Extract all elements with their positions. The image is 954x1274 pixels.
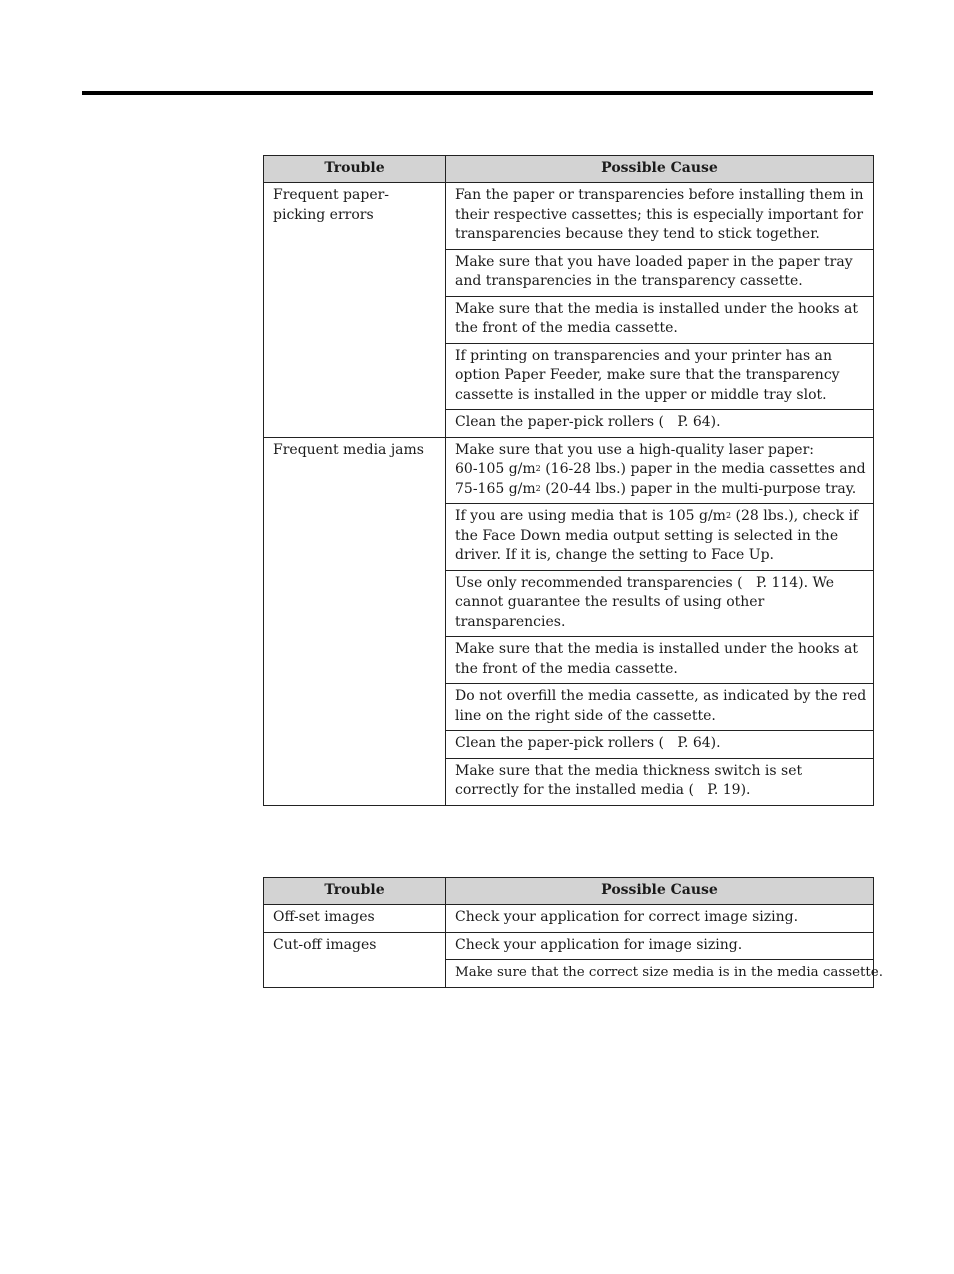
cause-cell: Make sure that the media thickness switch is set correctly for the installed media ( P. 19). bbox=[446, 758, 874, 805]
cause-cell: Make sure that the media is installed under the hooks at the front of the media cassette. bbox=[446, 296, 874, 343]
cause-cell: Clean the paper-pick rollers ( P. 64). bbox=[446, 731, 874, 759]
cause-cell: Make sure that the correct size media is in the media cassette. bbox=[446, 960, 874, 988]
cause-text: If you are using media that is 105 g/m bbox=[455, 508, 726, 524]
cause-cell: Check your application for image sizing. bbox=[446, 932, 874, 960]
cause-cell: Fan the paper or transparencies before installing them in their respective cassettes; this is especially important for transparencies because they tend to stick together. bbox=[446, 183, 874, 250]
cause-cell-face-down bbox=[446, 504, 874, 571]
superscript: 2 bbox=[535, 483, 541, 493]
top-rule bbox=[82, 91, 873, 95]
cause-cell: Make sure that the media is installed under the hooks at the front of the media cassette. bbox=[446, 637, 874, 684]
trouble-column-header: Trouble bbox=[264, 878, 446, 905]
cause-cell: Make sure that you have loaded paper in the paper tray and transparencies in the transparency cassette. bbox=[446, 249, 874, 296]
cause-text: 60-105 g/m bbox=[455, 461, 536, 477]
cause-text: Make sure that you use a high-quality laser paper: bbox=[455, 441, 815, 458]
trouble-cell-paper-picking: Frequent paper-picking errors bbox=[264, 183, 446, 438]
cause-cell: Check your application for correct image sizing. bbox=[446, 905, 874, 933]
table-row bbox=[264, 437, 874, 504]
table-row bbox=[264, 183, 874, 250]
cause-cell: Do not overfill the media cassette, as indicated by the red line on the right side of the cassette. bbox=[446, 684, 874, 731]
table-row bbox=[264, 932, 874, 960]
superscript: 2 bbox=[725, 511, 732, 520]
cause-cell-paper-weight bbox=[446, 437, 874, 504]
cause-text: 75-165 g/m bbox=[455, 480, 536, 497]
trouble-column-header: Trouble bbox=[264, 156, 446, 183]
cause-text: (20-44 lbs.) paper in the multi-purpose tray. bbox=[540, 480, 857, 497]
cause-column-header: Possible Cause bbox=[446, 156, 874, 183]
cause-cell: If printing on transparencies and your printer has an option Paper Feeder, make sure that the transparency cassette is installed in the upper or middle tray slot. bbox=[446, 343, 874, 410]
cause-text: (28 lbs.), check if the Face Down media output setting is selected in the driver. If it is, change the setting to Face Up. bbox=[455, 508, 859, 563]
table-header-row bbox=[264, 156, 874, 183]
table-header-row bbox=[264, 878, 874, 905]
cause-column-header: Possible Cause bbox=[446, 878, 874, 905]
trouble-cell-off-set: Off-set images bbox=[264, 905, 446, 933]
trouble-cell-cut-off: Cut-off images bbox=[264, 932, 446, 987]
cause-cell: Use only recommended transparencies ( P. 114). We cannot guarantee the results of using other transparencies. bbox=[446, 570, 874, 637]
print-quality-trouble-table bbox=[263, 877, 883, 988]
trouble-cell-media-jams: Frequent media jams bbox=[264, 437, 446, 805]
cause-text: (16-28 lbs.) paper in the media cassettes and bbox=[540, 461, 866, 477]
superscript: 2 bbox=[535, 464, 541, 473]
cause-cell: Clean the paper-pick rollers ( P. 64). bbox=[446, 410, 874, 438]
paper-feed-trouble-table bbox=[263, 155, 874, 806]
table-row bbox=[264, 905, 874, 933]
